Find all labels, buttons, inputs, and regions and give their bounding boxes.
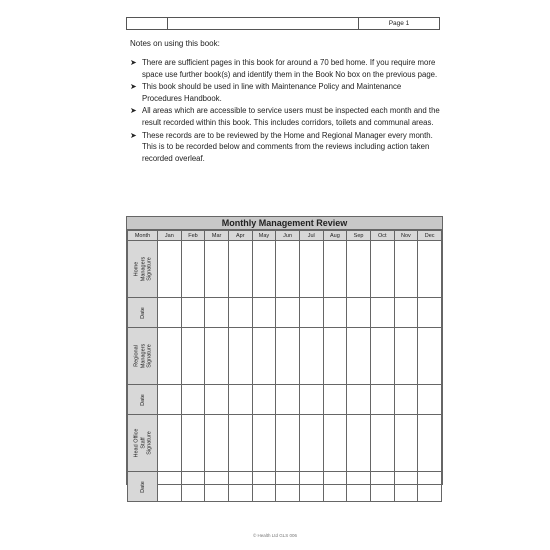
signature-cell-jan[interactable] — [158, 472, 182, 502]
signature-cell-jan[interactable] — [158, 415, 182, 472]
signature-cell-jun[interactable] — [276, 385, 300, 415]
page-header-box — [126, 17, 440, 30]
note-item — [130, 81, 440, 104]
month-header-sep: Sep — [347, 231, 371, 241]
note-text: All areas which are accessible to service users must be inspected each month and the result recorded within this book. This includes corridors, toilets and communal areas. — [142, 106, 440, 127]
row-label — [128, 472, 158, 502]
signature-cell-jul[interactable] — [299, 472, 323, 502]
signature-cell-oct[interactable] — [370, 415, 394, 472]
review-grid — [127, 230, 442, 502]
signature-cell-oct[interactable] — [370, 241, 394, 298]
signature-cell-nov[interactable] — [394, 472, 418, 502]
signature-cell-jan[interactable] — [158, 298, 182, 328]
signature-cell-jun[interactable] — [276, 415, 300, 472]
row-label-text — [133, 344, 153, 368]
signature-cell-jun[interactable] — [276, 298, 300, 328]
signature-cell-may[interactable] — [252, 241, 276, 298]
signature-cell-mar[interactable] — [205, 241, 229, 298]
signature-cell-jul[interactable] — [299, 415, 323, 472]
signature-cell-apr[interactable] — [228, 415, 252, 472]
review-row — [128, 472, 442, 502]
month-header-feb: Feb — [181, 231, 205, 241]
signature-cell-apr[interactable] — [228, 241, 252, 298]
row-label-line: Staff — [139, 437, 146, 449]
signature-cell-may[interactable] — [252, 385, 276, 415]
row-label-line: Date — [139, 393, 146, 406]
signature-cell-dec[interactable] — [418, 385, 442, 415]
signature-cell-feb[interactable] — [181, 415, 205, 472]
month-header-aug: Aug — [323, 231, 347, 241]
signature-cell-nov[interactable] — [394, 241, 418, 298]
page-number: Page 1 — [388, 20, 410, 27]
month-header-row — [128, 231, 442, 241]
signature-cell-sep[interactable] — [347, 415, 371, 472]
signature-cell-oct[interactable] — [370, 385, 394, 415]
row-label-line: Date — [139, 480, 146, 493]
row-label-text — [139, 394, 146, 406]
signature-cell-sep[interactable] — [347, 241, 371, 298]
header-cell-blank-2 — [168, 18, 359, 29]
signature-cell-feb[interactable] — [181, 328, 205, 385]
signature-cell-feb[interactable] — [181, 385, 205, 415]
signature-cell-aug[interactable] — [323, 415, 347, 472]
month-header-mar: Mar — [205, 231, 229, 241]
note-text: There are sufficient pages in this book for around a 70 bed home. If you require more space use further book(s) and identify them in the Book No box on the previous page. — [142, 58, 438, 79]
review-row — [128, 241, 442, 298]
signature-cell-dec[interactable] — [418, 472, 442, 502]
signature-cell-mar[interactable] — [205, 328, 229, 385]
signature-cell-nov[interactable] — [394, 385, 418, 415]
signature-cell-jun[interactable] — [276, 472, 300, 502]
month-header-jan: Jan — [158, 231, 182, 241]
signature-cell-aug[interactable] — [323, 298, 347, 328]
month-column-header: Month — [128, 231, 158, 241]
row-label-line: Signature — [145, 344, 152, 368]
signature-cell-sep[interactable] — [347, 472, 371, 502]
row-label-text — [139, 481, 146, 493]
note-text: This book should be used in line with Maintenance Policy and Maintenance Procedures Handbook. — [142, 82, 402, 103]
row-label — [128, 241, 158, 298]
signature-cell-sep[interactable] — [347, 385, 371, 415]
signature-cell-dec[interactable] — [418, 298, 442, 328]
signature-cell-jul[interactable] — [299, 241, 323, 298]
signature-cell-jan[interactable] — [158, 328, 182, 385]
review-row — [128, 328, 442, 385]
signature-cell-mar[interactable] — [205, 472, 229, 502]
signature-cell-aug[interactable] — [323, 328, 347, 385]
signature-cell-may[interactable] — [252, 298, 276, 328]
row-label-line: Managers — [139, 256, 146, 282]
row-label — [128, 328, 158, 385]
signature-cell-mar[interactable] — [205, 415, 229, 472]
month-header-jun: Jun — [276, 231, 300, 241]
month-header-oct: Oct — [370, 231, 394, 241]
signature-cell-nov[interactable] — [394, 328, 418, 385]
signature-cell-oct[interactable] — [370, 328, 394, 385]
signature-cell-oct[interactable] — [370, 298, 394, 328]
review-row — [128, 298, 442, 328]
signature-cell-may[interactable] — [252, 472, 276, 502]
page-footer: © Health Ltd GLS 006 — [252, 533, 298, 538]
signature-cell-jun[interactable] — [276, 328, 300, 385]
signature-cell-dec[interactable] — [418, 241, 442, 298]
review-grid-body — [128, 241, 442, 502]
notes-heading: Notes on using this book: — [130, 39, 220, 48]
signature-cell-aug[interactable] — [323, 385, 347, 415]
row-label — [128, 385, 158, 415]
row-label-line: Managers — [139, 343, 146, 369]
signature-cell-apr[interactable] — [228, 472, 252, 502]
signature-cell-sep[interactable] — [347, 298, 371, 328]
header-cell-blank-1 — [127, 18, 168, 29]
signature-cell-jul[interactable] — [299, 298, 323, 328]
signature-cell-jun[interactable] — [276, 241, 300, 298]
row-label-text — [133, 257, 153, 281]
signature-cell-may[interactable] — [252, 328, 276, 385]
signature-cell-apr[interactable] — [228, 328, 252, 385]
signature-cell-apr[interactable] — [228, 298, 252, 328]
row-label-text — [133, 429, 153, 458]
row-label-line: Head Office — [132, 428, 139, 458]
signature-cell-feb[interactable] — [181, 241, 205, 298]
note-item — [130, 105, 440, 128]
review-row — [128, 415, 442, 472]
row-label — [128, 415, 158, 472]
signature-cell-nov[interactable] — [394, 415, 418, 472]
note-text: These records are to be reviewed by the Home and Regional Manager every month. This is to be recorded below and comments from the reviews including action taken recorded overleaf. — [142, 130, 433, 163]
notes-list — [130, 57, 440, 165]
signature-cell-dec[interactable] — [418, 415, 442, 472]
note-item — [130, 57, 440, 80]
signature-cell-jul[interactable] — [299, 385, 323, 415]
signature-cell-jul[interactable] — [299, 328, 323, 385]
signature-cell-mar[interactable] — [205, 298, 229, 328]
signature-cell-apr[interactable] — [228, 385, 252, 415]
month-header-apr: Apr — [228, 231, 252, 241]
signature-cell-mar[interactable] — [205, 385, 229, 415]
arrow-bullet-icon: ➤ — [130, 130, 137, 140]
signature-cell-aug[interactable] — [323, 241, 347, 298]
signature-cell-sep[interactable] — [347, 328, 371, 385]
month-header-may: May — [252, 231, 276, 241]
signature-cell-oct[interactable] — [370, 472, 394, 502]
arrow-bullet-icon: ➤ — [130, 82, 137, 92]
month-header-jul: Jul — [299, 231, 323, 241]
arrow-bullet-icon: ➤ — [130, 58, 137, 67]
signature-cell-may[interactable] — [252, 415, 276, 472]
review-row — [128, 385, 442, 415]
signature-cell-aug[interactable] — [323, 472, 347, 502]
signature-cell-jan[interactable] — [158, 241, 182, 298]
row-label — [128, 298, 158, 328]
monthly-management-review — [126, 216, 443, 493]
signature-cell-nov[interactable] — [394, 298, 418, 328]
month-header-nov: Nov — [394, 231, 418, 241]
month-header-dec: Dec — [418, 231, 442, 241]
row-label-text — [139, 307, 146, 319]
row-label-line: Home — [132, 261, 139, 277]
signature-cell-feb[interactable] — [181, 472, 205, 502]
review-title: Monthly Management Review — [127, 217, 442, 230]
row-label-line: Signature — [145, 431, 152, 455]
signature-cell-jan[interactable] — [158, 385, 182, 415]
note-item — [130, 130, 440, 165]
signature-cell-feb[interactable] — [181, 298, 205, 328]
row-label-line: Date — [139, 306, 146, 319]
row-label-line: Regional — [132, 345, 139, 367]
signature-cell-dec[interactable] — [418, 328, 442, 385]
arrow-bullet-icon: ➤ — [130, 106, 137, 116]
row-label-line: Signature — [145, 257, 152, 281]
